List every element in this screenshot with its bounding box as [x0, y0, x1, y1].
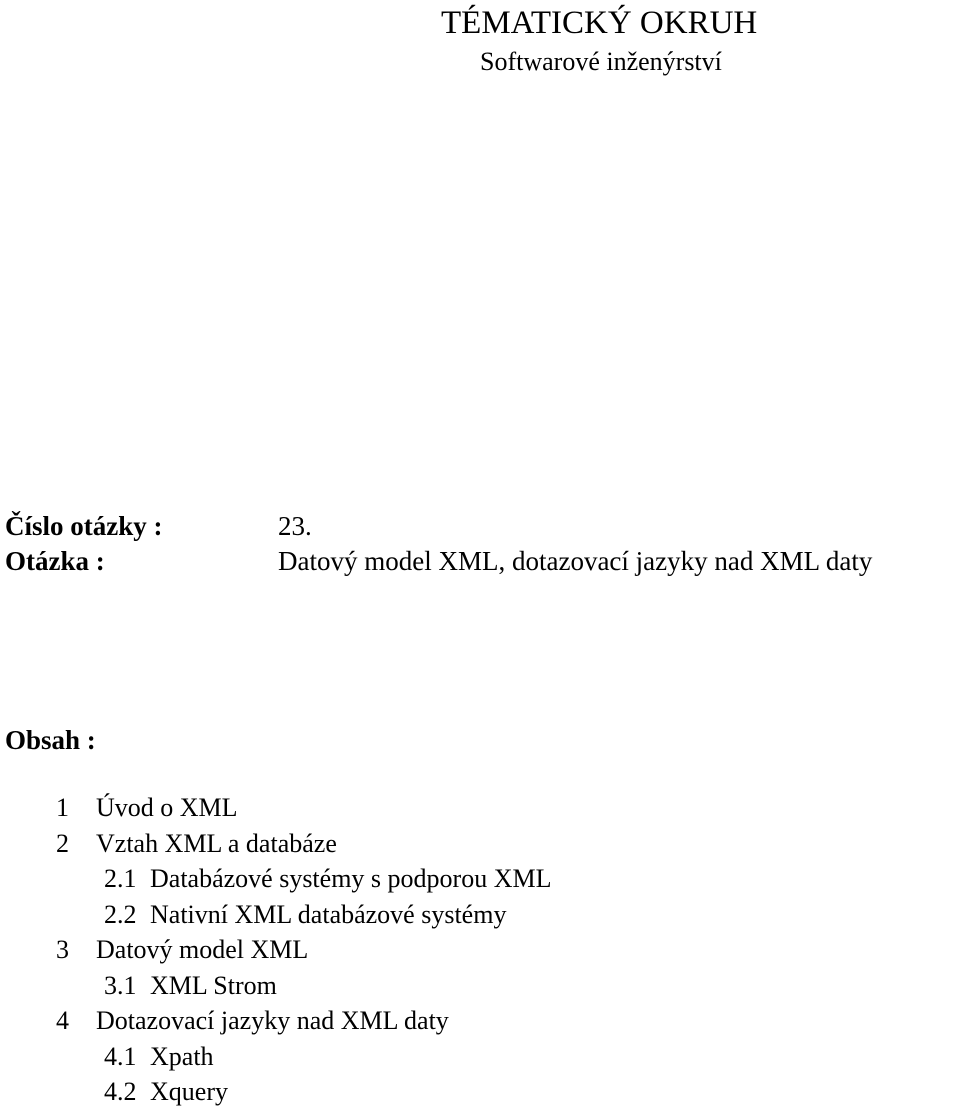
toc-item-title: Nativní XML databázové systémy [150, 899, 507, 929]
toc-item-title: Úvod o XML [96, 793, 238, 822]
toc-item-number: 4 [56, 1006, 69, 1035]
question-label: Otázka : [5, 546, 105, 576]
toc-item-title: Datový model XML [96, 935, 309, 964]
contents-heading: Obsah : [5, 725, 96, 755]
toc-item-title: Dotazovací jazyky nad XML daty [96, 1006, 449, 1035]
toc-item-title: Xpath [150, 1041, 214, 1071]
toc-item-number: 3 [56, 935, 69, 964]
page-subtitle: Softwarové inženýrství [480, 47, 722, 76]
toc-item-title: Databázové systémy s podporou XML [150, 864, 552, 893]
question-number-label: Číslo otázky : [5, 511, 163, 541]
toc-item-number: 1 [56, 793, 69, 822]
question-number-value: 23. [278, 511, 312, 541]
toc-item-title: XML Strom [150, 970, 277, 1000]
toc-item-number: 4.2 [104, 1077, 137, 1106]
toc-item-number: 2.1 [104, 864, 137, 893]
question-value: Datový model XML, dotazovací jazyky nad XML daty [278, 546, 873, 576]
toc-item-number: 2 [56, 828, 69, 858]
toc-item-number: 2.2 [104, 899, 137, 929]
toc-item-number: 4.1 [104, 1041, 137, 1071]
toc-item-title: Vztah XML a databáze [96, 828, 337, 858]
toc-item-number: 3.1 [104, 970, 137, 1000]
toc-item-title: Xquery [150, 1077, 228, 1106]
page-title: TÉMATICKÝ OKRUH [441, 5, 758, 41]
